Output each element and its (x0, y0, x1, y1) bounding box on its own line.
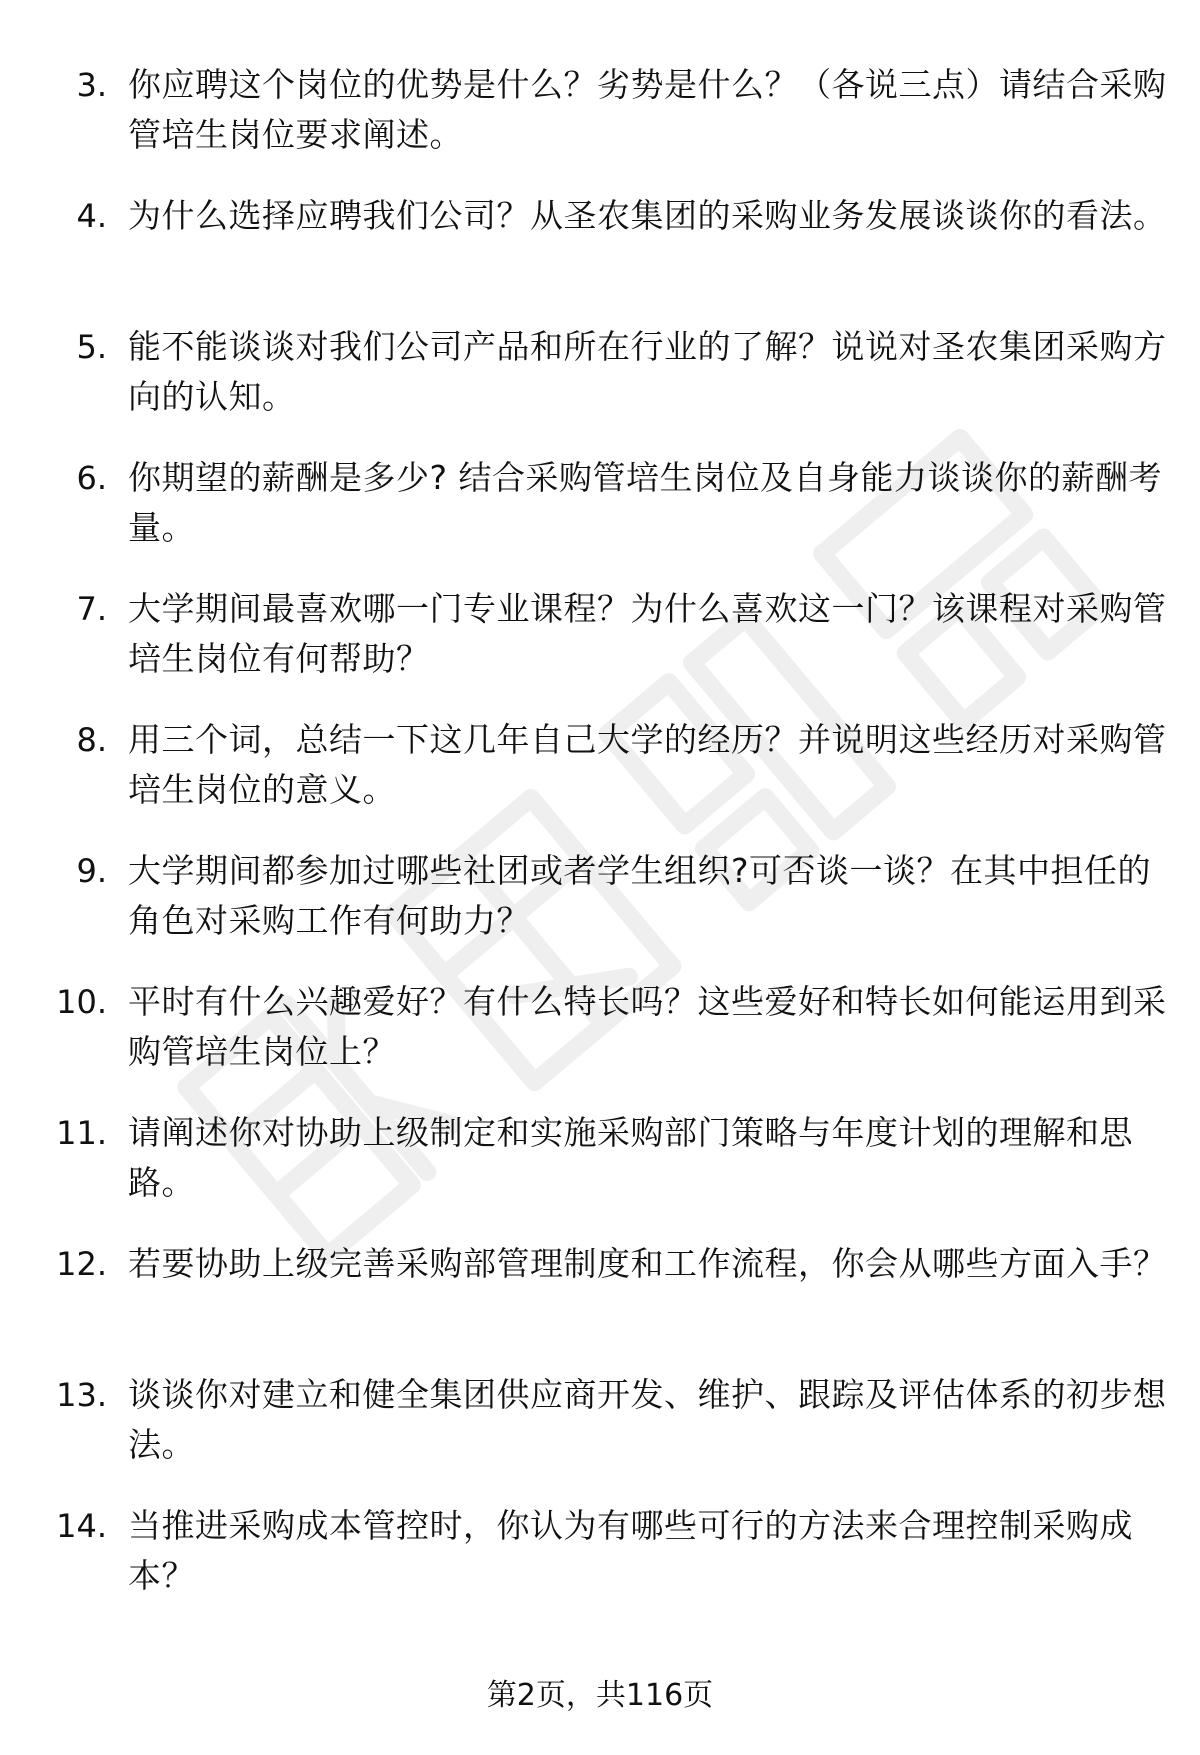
question-text: 大学期间最喜欢哪一门专业课程？为什么喜欢这一门？该课程对采购管培生岗位有何帮助？ (128, 589, 1167, 678)
question-item (0, 584, 1200, 715)
question-list (0, 60, 1200, 1632)
question-number: 12. (56, 1245, 107, 1283)
question-text: 为什么选择应聘我们公司？从圣农集团的采购业务发展谈谈你的看法。 (128, 196, 1167, 235)
question-text: 你期望的薪酬是多少? 结合采购管培生岗位及自身能力谈谈你的薪酬考量。 (128, 458, 1163, 547)
question-number: 10. (56, 983, 107, 1021)
question-text: 若要协助上级完善采购部管理制度和工作流程，你会从哪些方面入手？ (128, 1244, 1167, 1283)
question-item (0, 191, 1200, 322)
question-text: 平时有什么兴趣爱好？有什么特长吗？这些爱好和特长如何能运用到采购管培生岗位上？ (128, 982, 1167, 1071)
question-item (0, 1108, 1200, 1239)
question-text: 能不能谈谈对我们公司产品和所在行业的了解？说说对圣农集团采购方向的认知。 (128, 327, 1167, 416)
question-text: 你应聘这个岗位的优势是什么？劣势是什么？（各说三点）请结合采购管培生岗位要求阐述。 (128, 65, 1167, 154)
question-item (0, 715, 1200, 846)
question-number: 8. (76, 721, 107, 759)
question-item (0, 1501, 1200, 1632)
question-text: 谈谈你对建立和健全集团供应商开发、维护、跟踪及评估体系的初步想法。 (128, 1375, 1167, 1464)
question-item (0, 1239, 1200, 1370)
question-text: 当推进采购成本管控时，你认为有哪些可行的方法来合理控制采购成本？ (128, 1506, 1133, 1595)
question-number: 13. (56, 1376, 107, 1414)
question-text: 请阐述你对协助上级制定和实施采购部门策略与年度计划的理解和思路。 (128, 1113, 1133, 1202)
question-item (0, 322, 1200, 453)
question-number: 9. (76, 852, 107, 890)
question-number: 7. (76, 590, 107, 628)
question-number: 6. (76, 459, 107, 497)
question-text: 用三个词，总结一下这几年自己大学的经历？并说明这些经历对采购管培生岗位的意义。 (128, 720, 1167, 809)
question-number: 4. (76, 197, 107, 235)
question-item (0, 60, 1200, 191)
question-item (0, 453, 1200, 584)
question-item (0, 1370, 1200, 1501)
page-footer: 第2页，共116页 (486, 1678, 714, 1713)
question-item (0, 846, 1200, 977)
question-number: 5. (76, 328, 107, 366)
question-number: 3. (76, 66, 107, 104)
question-number: 11. (56, 1114, 107, 1152)
question-number: 14. (56, 1507, 107, 1545)
question-item (0, 977, 1200, 1108)
question-text: 大学期间都参加过哪些社团或者学生组织?可否谈一谈？在其中担任的角色对采购工作有何助力？ (128, 851, 1152, 940)
